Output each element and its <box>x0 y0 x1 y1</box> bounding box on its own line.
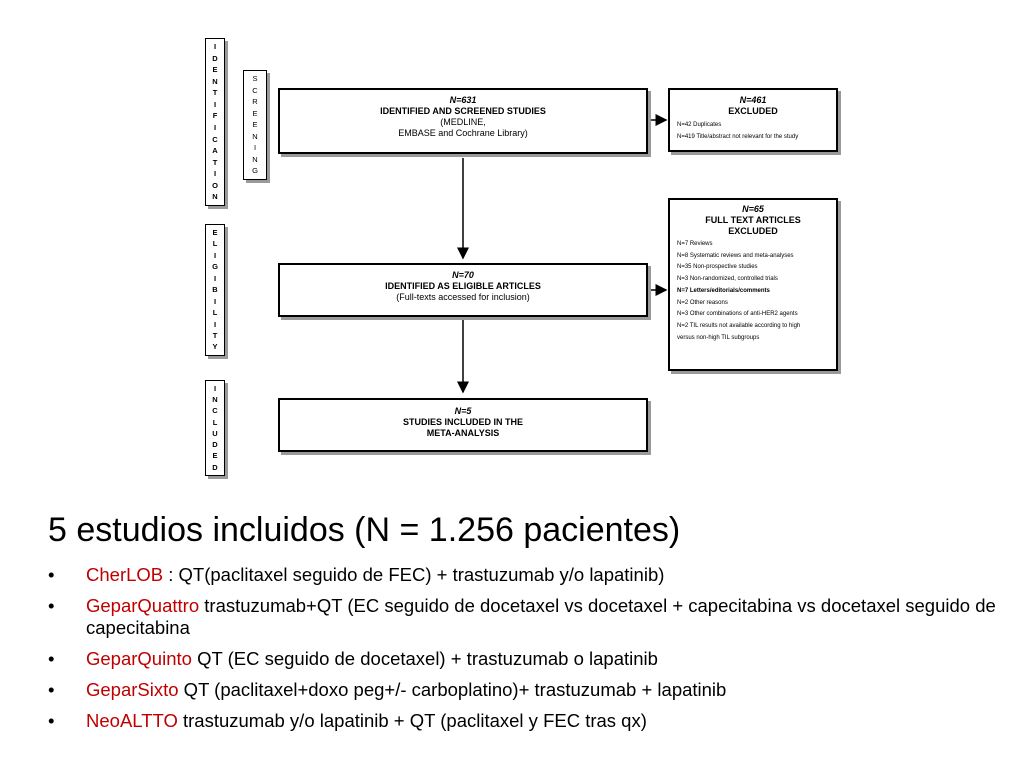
stage-letter: U <box>212 428 218 438</box>
stage-label-included <box>205 380 225 476</box>
list-item: versus non-high TIL subgroups <box>677 334 760 341</box>
stage-letter: I <box>213 319 217 329</box>
stage-letter: G <box>252 166 258 176</box>
stage-letter: D <box>212 462 218 472</box>
stage-letter: L <box>212 417 218 427</box>
list-item: N=3 Non-randomized, controlled trials <box>677 276 778 283</box>
stage-letter: E <box>252 120 258 130</box>
stage-letter: G <box>212 262 218 272</box>
list-item: N=7 Reviews <box>677 241 713 247</box>
stage-letter: F <box>212 111 218 121</box>
excluded-title: EXCLUDED <box>728 106 778 116</box>
included-n: N=5 <box>454 406 472 416</box>
stage-letter: L <box>212 308 218 318</box>
stage-letter: Y <box>212 342 218 352</box>
list-item: N=2 TIL results not available according to high <box>677 322 801 329</box>
eligible-n: N=70 <box>452 270 474 280</box>
list-item <box>48 710 1008 732</box>
stage-letter: E <box>252 108 258 118</box>
stage-letter: B <box>212 285 218 295</box>
stage-letter: I <box>213 123 217 132</box>
stage-letter: N <box>212 395 218 405</box>
eligible-detail: (Full-texts accessed for inclusion) <box>396 292 530 302</box>
study-description: trastuzumab+QT (EC seguido de docetaxel vs docetaxel + capecitabina vs docetaxel seguido de capecitabina <box>86 595 996 638</box>
stage-letter: L <box>212 239 218 249</box>
stage-letter: I <box>213 383 217 393</box>
eligible-title: IDENTIFIED AS ELIGIBLE ARTICLES <box>385 281 541 291</box>
study-description: QT (EC seguido de docetaxel) + trastuzumab o lapatinib <box>191 648 658 669</box>
list-item <box>48 564 1008 586</box>
list-item: N=3 Other combinations of anti-HER2 agents <box>677 311 798 318</box>
stage-letter: R <box>252 97 258 107</box>
study-list <box>48 564 1008 732</box>
stage-letter: C <box>212 134 218 144</box>
list-item: N=2 Other reasons <box>677 299 728 306</box>
stage-letter: I <box>213 42 217 52</box>
stage-letter: I <box>213 99 217 109</box>
stage-letter: N <box>212 192 218 202</box>
list-item: N=8 Systematic reviews and meta-analyses <box>677 252 794 259</box>
stage-letter: I <box>213 273 217 283</box>
list-item: N=35 Non-prospective studies <box>677 264 758 271</box>
fulltext-excluded-box <box>668 198 838 371</box>
list-item <box>48 595 1008 639</box>
slide-heading: 5 estudios incluidos (N = 1.256 pacientes) <box>48 511 681 549</box>
stage-letter: E <box>212 65 218 75</box>
included-title-1: STUDIES INCLUDED IN THE <box>402 417 523 427</box>
list-item: N=7 Letters/editorials/comments <box>677 287 770 294</box>
fulltext-excluded-title-1: FULL TEXT ARTICLES <box>705 215 801 225</box>
list-item: N=419 Title/abstract not relevant for the study <box>677 133 799 140</box>
included-box <box>278 398 648 452</box>
stage-letter: I <box>213 250 217 260</box>
identified-detail-2: EMBASE and Cochrane Library) <box>398 128 528 138</box>
study-name: GeparQuinto <box>86 648 192 669</box>
stage-letter: C <box>212 406 218 416</box>
stage-letter: A <box>212 146 218 156</box>
stage-letter: D <box>212 440 218 450</box>
excluded-box <box>668 88 838 152</box>
stage-letter: T <box>212 331 218 341</box>
study-description: trastuzumab y/o lapatinib + QT (paclitaxel y FEC tras qx) <box>177 710 647 731</box>
excluded-reasons <box>670 120 836 143</box>
stage-letter: N <box>212 76 218 86</box>
identified-n: N=631 <box>449 95 477 105</box>
stage-letter: E <box>212 227 218 237</box>
identified-box <box>278 88 648 154</box>
identified-title: IDENTIFIED AND SCREENED STUDIES <box>380 106 546 116</box>
stage-letter: T <box>212 88 218 98</box>
stage-letter: N <box>252 154 258 164</box>
stage-label-screening <box>243 70 267 180</box>
study-description: QT (paclitaxel+doxo peg+/- carboplatino)+ trastuzumab + lapatinib <box>178 679 727 700</box>
stage-letter: C <box>252 85 258 95</box>
eligible-box <box>278 263 648 317</box>
excluded-n: N=461 <box>739 95 767 105</box>
fulltext-excluded-reasons <box>670 239 836 344</box>
stage-letter: O <box>212 180 218 190</box>
list-item <box>48 679 1008 701</box>
stage-label-eligibility <box>205 224 225 356</box>
list-item: N=42 Duplicates <box>677 122 722 128</box>
study-name: GeparSixto <box>86 679 179 700</box>
list-item <box>48 648 1008 670</box>
fulltext-excluded-title-2: EXCLUDED <box>728 226 778 236</box>
slide-text <box>48 508 1008 741</box>
stage-letter: I <box>253 143 257 153</box>
stage-letter: T <box>212 157 218 167</box>
stage-letter: D <box>212 53 218 63</box>
stage-letter: N <box>252 131 258 141</box>
stage-letter: I <box>213 296 217 306</box>
stage-label-identification <box>205 38 225 206</box>
identified-detail-1: (MEDLINE, <box>440 117 486 127</box>
study-name: CherLOB <box>86 564 164 585</box>
included-title-2: META-ANALYSIS <box>426 428 500 438</box>
stage-letter: S <box>252 74 258 84</box>
study-name: GeparQuattro <box>86 595 200 616</box>
study-name: NeoALTTO <box>86 710 178 731</box>
stage-letter: E <box>212 451 218 461</box>
stage-letter: I <box>213 169 217 179</box>
fulltext-excluded-n: N=65 <box>742 204 764 214</box>
study-description: : QT(paclitaxel seguido de FEC) + trastuzumab y/o lapatinib) <box>163 564 665 585</box>
